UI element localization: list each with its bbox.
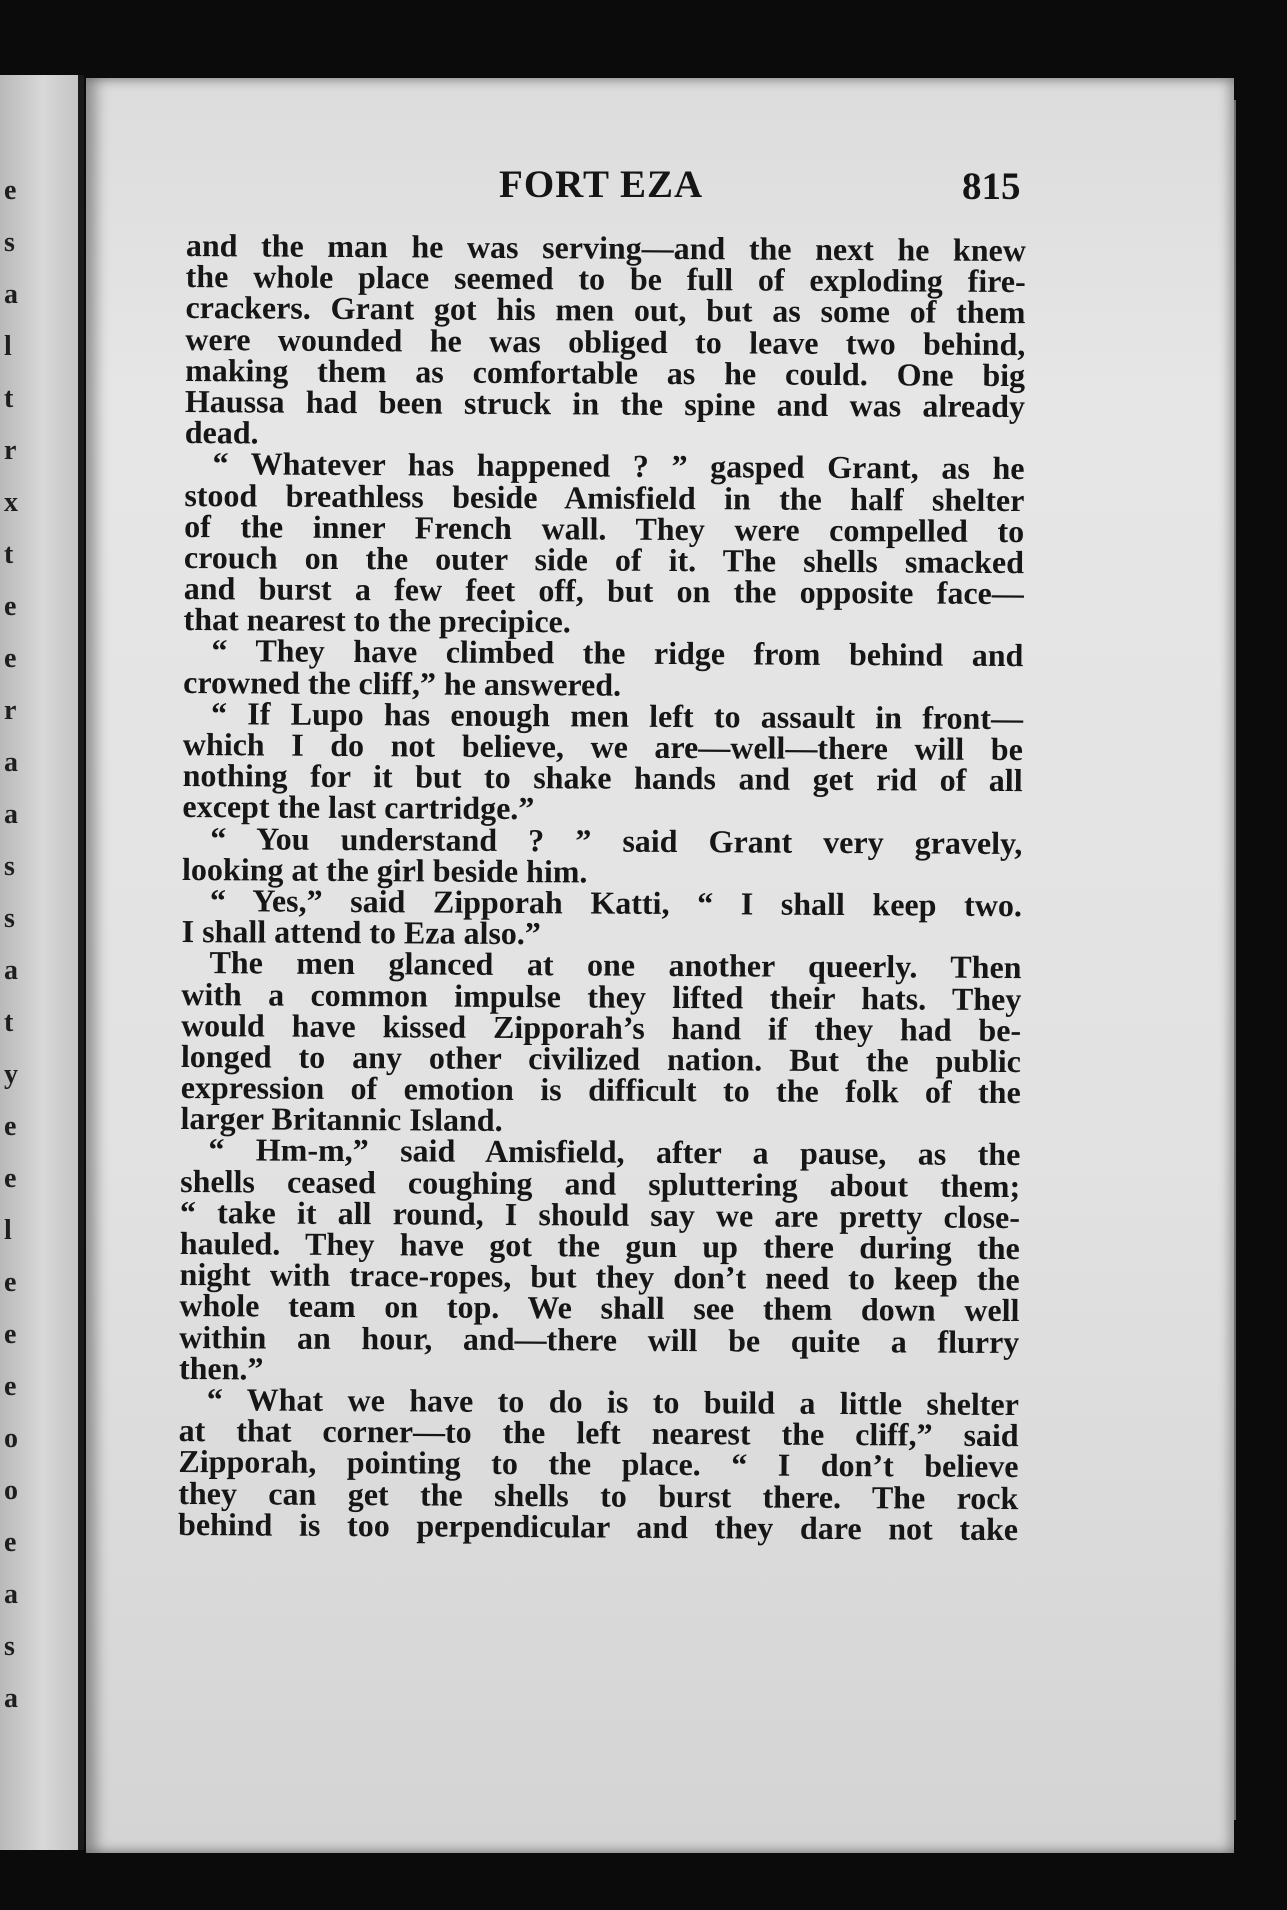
- text-line: they can get the shells to burst there. The rock: [178, 1474, 1019, 1516]
- book-page: [86, 78, 1234, 1853]
- text-line: would have kissed Zipporah’s hand if they had be-: [181, 1006, 1022, 1048]
- facing-page-char: t: [4, 383, 14, 414]
- running-title: FORT EZA: [499, 163, 704, 206]
- facing-page-char: a: [4, 747, 18, 778]
- body-text: [177, 227, 1027, 1547]
- facing-page-char: l: [4, 331, 12, 362]
- facing-page-char: s: [4, 1631, 15, 1662]
- text-line: behind is too perpendicular and they dare not take: [177, 1505, 1019, 1547]
- text-line: crackers. Grant got his men out, but as some of them: [185, 289, 1026, 331]
- facing-page-char: s: [4, 851, 15, 882]
- text-line: Zipporah, pointing to the place. “ I don’t believe: [178, 1443, 1019, 1485]
- text-line: with a common impulse they lifted their hats. They: [181, 975, 1022, 1017]
- text-line: the whole place seemed to be full of exploding fire-: [185, 258, 1026, 300]
- text-line: longed to any other civilized nation. But the public: [180, 1037, 1022, 1079]
- facing-page-char: e: [4, 1111, 17, 1142]
- text-line: expression of emotion is difficult to the folk of the: [180, 1069, 1021, 1111]
- text-line: “ They have climbed the ridge from behind and: [211, 632, 1024, 674]
- text-line: The men glanced at one another queerly. Then: [209, 944, 1022, 986]
- text-line: that nearest to the precipice.: [183, 601, 571, 640]
- text-line: “ What we have to do is to build a little shelter: [206, 1381, 1019, 1423]
- text-line: except the last cartridge.”: [182, 788, 535, 827]
- facing-page-char: r: [4, 435, 17, 466]
- facing-page-char: e: [4, 1527, 17, 1558]
- facing-page-char: r: [4, 695, 17, 726]
- facing-page-char: y: [4, 1059, 18, 1090]
- facing-page-char: e: [4, 1267, 17, 1298]
- facing-page-char: e: [4, 643, 17, 674]
- facing-page-char: o: [4, 1475, 18, 1506]
- facing-page-char: e: [4, 591, 17, 622]
- facing-page-char: a: [4, 1683, 18, 1714]
- text-line: “ If Lupo has enough men left to assault in front—: [210, 694, 1024, 736]
- text-line: “ take it all round, I should say we are pretty close-: [179, 1193, 1021, 1235]
- facing-page-char: x: [4, 487, 18, 518]
- text-line: “ Hm-m,” said Amisfield, after a pause, as the: [208, 1131, 1021, 1173]
- text-line: hauled. They have got the gun up there during the: [179, 1224, 1020, 1267]
- text-line: Haussa had been struck in the spine and was already: [184, 382, 1026, 425]
- facing-page-char: l: [4, 1215, 12, 1246]
- text-line: crouch on the outer side of it. The shells smacked: [183, 538, 1025, 580]
- facing-page-char: a: [4, 1579, 18, 1610]
- text-line: “ You understand ? ” said Grant very gravely,: [210, 819, 1023, 861]
- facing-page-char: s: [4, 227, 15, 258]
- facing-page-char: a: [4, 279, 18, 310]
- facing-page-char: e: [4, 1319, 17, 1350]
- running-header: [86, 162, 1234, 222]
- text-line: whole team on top. We shall see them down well: [179, 1287, 1020, 1329]
- text-line: which I do not believe, we are—well—there will be: [182, 725, 1023, 768]
- text-line: and burst a few feet off, but on the opposite face—: [183, 570, 1024, 612]
- facing-page-char: a: [4, 955, 18, 986]
- facing-page-char: e: [4, 1371, 17, 1402]
- facing-page-edge: [0, 75, 84, 1850]
- text-line: “ Whatever has happened ? ” gasped Grant, as he: [212, 445, 1025, 487]
- text-line: crowned the cliff,” he answered.: [183, 663, 622, 703]
- text-line: at that corner—to the left nearest the cliff,” said: [178, 1412, 1019, 1454]
- facing-page-char: o: [4, 1423, 18, 1454]
- text-line: within an hour, and—there will be quite a flurry: [179, 1318, 1020, 1360]
- page-number: 815: [962, 165, 1021, 208]
- text-line: larger Britannic Island.: [180, 1100, 503, 1139]
- facing-page-char: t: [4, 539, 14, 570]
- text-line: shells ceased coughing and spluttering about them;: [180, 1162, 1021, 1204]
- text-line: night with trace-ropes, but they don’t need to keep the: [179, 1256, 1020, 1298]
- facing-page-char: e: [4, 1163, 17, 1194]
- text-line: and the man he was serving—and the next he knew: [185, 227, 1027, 269]
- facing-page-char: e: [4, 175, 17, 206]
- facing-page-char: a: [4, 799, 18, 830]
- text-line: dead.: [184, 414, 259, 451]
- text-line: making them as comfortable as he could. One big: [185, 351, 1026, 393]
- text-line: then.”: [178, 1349, 264, 1387]
- text-line: “ Yes,” said Zipporah Katti, “ I shall keep two.: [209, 882, 1023, 924]
- facing-page-char: s: [4, 903, 15, 934]
- text-line: were wounded he was obliged to leave two behind,: [185, 320, 1026, 362]
- facing-page-char: t: [4, 1007, 14, 1038]
- text-line: I shall attend to Eza also.”: [181, 913, 541, 952]
- text-line: nothing for it but to shake hands and get rid of all: [182, 757, 1023, 799]
- text-line: stood breathless beside Amisfield in the half shelter: [184, 476, 1025, 518]
- text-line: of the inner French wall. They were compelled to: [184, 507, 1025, 549]
- text-line: looking at the girl beside him.: [181, 850, 588, 890]
